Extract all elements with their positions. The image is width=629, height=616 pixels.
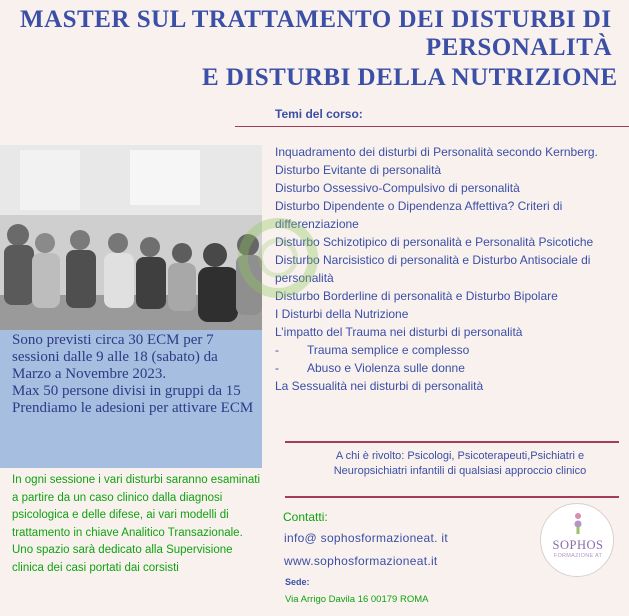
sophos-logo [540,503,614,577]
ecm-group-text: Max 50 persone divisi in gruppi da 15 [12,383,241,399]
topics-list [275,143,620,395]
topic-item: Inquadramento dei disturbi di Personalità secondo Kernberg. [275,145,598,159]
logo-name: SOPHOS [552,538,604,552]
topic-item: Disturbo Schizotipico di personalità e Personalità Psicotiche [275,235,594,249]
title-line-3: E DISTURBI DELLA NUTRIZIONE [202,64,618,91]
sede-label: Sede: [285,577,310,587]
website-link[interactable]: www.sophosformazioneat.it [284,554,438,568]
ecm-adhesion-text: Prendiamo le adesioni per attivare ECM [12,400,254,416]
ecm-info-box [0,330,262,468]
topic-item: L’impatto del Trauma nei disturbi di personalità [275,325,523,339]
topic-item: Disturbo Narcisistico di personalità e Disturbo Antisociale di personalità [275,253,591,285]
divider-top [235,126,629,127]
email-link[interactable]: info@ sophosformazioneat. it [284,531,448,545]
topic-subitem: - Abuso e Violenza sulle donne [275,359,620,377]
sophos-mark-icon [571,512,585,534]
topics-heading: Temi del corso: [275,107,363,121]
logo-subtitle: FORMAZIONE AT [553,553,603,559]
topic-item: Disturbo Dipendente o Dipendenza Affettiva? Criteri di differenziazione [275,199,563,231]
sessions-description: In ogni sessione i vari disturbi saranno esaminati a partire da un caso clinico dalla diagnosi psicologica e delle difese, ai vari modelli di trattamento in chiave Analitico Transazionale. Uno spazio sarà dedicato alla Supervisione clinica dei casi portati dai corsisti [12,474,261,574]
group-therapy-photo [0,145,262,330]
audience-text: A chi è rivolto: Psicologi, Psicoterapeuti,Psichiatri e Neuropsichiatri infantili di qualsiasi approccio clinico [333,450,587,477]
title-line-1: MASTER SUL TRATTAMENTO DEI DISTURBI DI [20,6,612,33]
topic-item: Disturbo Borderline di personalità e Disturbo Bipolare [275,289,558,303]
topic-item: Disturbo Ossessivo-Compulsivo di personalità [275,181,520,195]
topic-item: Disturbo Evitante di personalità [275,163,442,177]
topic-item: I Disturbi della Nutrizione [275,307,409,321]
topic-item: La Sessualità nei disturbi di personalità [275,379,484,393]
topic-subitem: - Trauma semplice e complesso [275,341,620,359]
title-line-2: PERSONALITÀ [425,34,612,61]
divider-audience-top [285,441,619,443]
address-text: Via Arrigo Davila 16 00179 ROMA [285,594,429,605]
contacts-label: Contatti: [283,510,328,524]
divider-audience-bottom [285,496,619,498]
ecm-sessions-text: Sono previsti circa 30 ECM per 7 sessioni dalle 9 alle 18 (sabato) da Marzo a Novembre 2023. [12,332,218,382]
